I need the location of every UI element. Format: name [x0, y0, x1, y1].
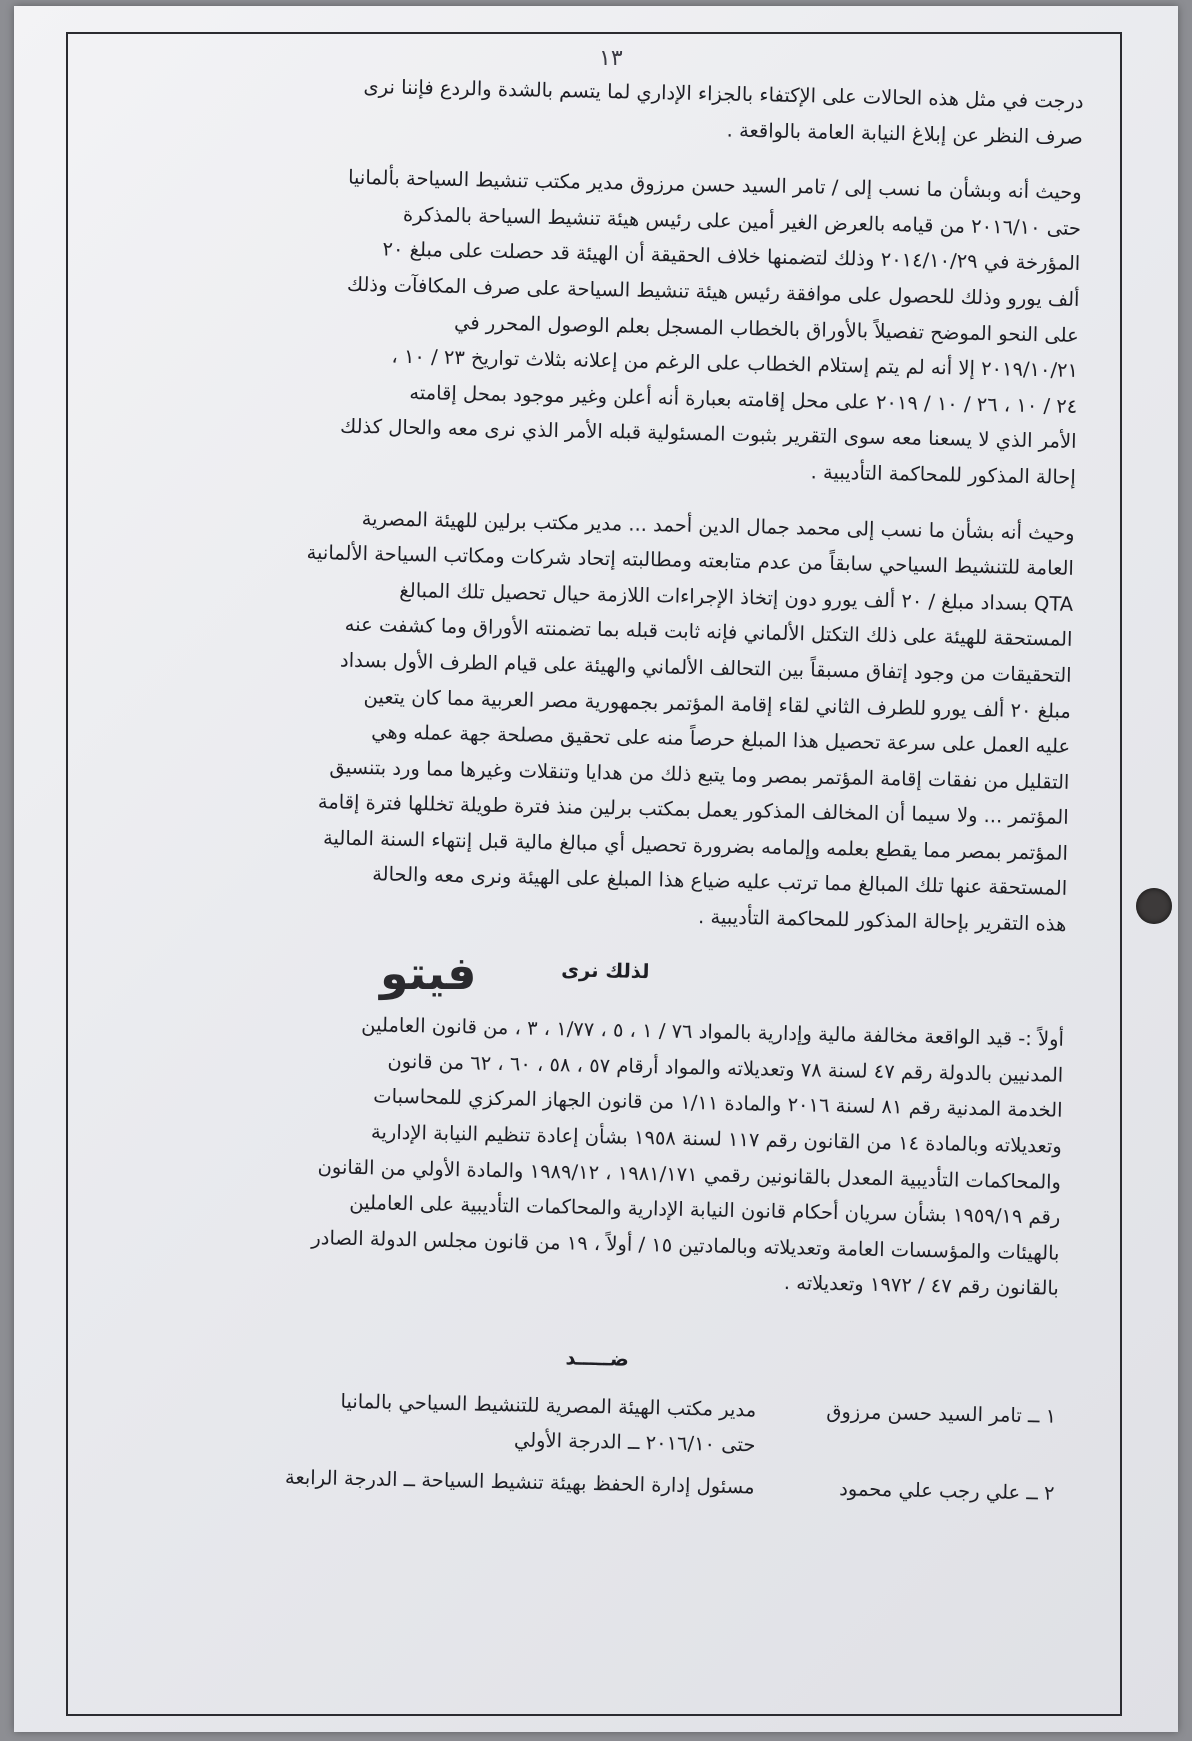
text-line: على النحو الموضح تفصيلاً بالأوراق بالخطاب المسجل بعلم الوصول المحرر في [453, 310, 1079, 347]
text-line: صرف النظر عن إبلاغ النيابة العامة بالواقعة . [726, 118, 1084, 149]
document-body [134, 65, 1084, 1517]
text-line: وحيث أنه وبشأن ما نسب إلى / تامر السيد حسن مرزوق مدير مكتب تنشيط السياحة بألمانيا [347, 165, 1082, 205]
text-line: مسئول إدارة الحفظ بهيئة تنشيط السياحة ــ الدرجة الرابعة [284, 1465, 755, 1499]
document-page [14, 6, 1178, 1732]
watermark-logo: فيتو [380, 946, 477, 1000]
text-line: العامة للتنشيط السياحي سابقاً من عدم متابعته ومطالبته إتحاد شركات ومكاتب السياحة الألمانية [306, 540, 1075, 581]
text-line: المستحقة للهيئة على ذلك التكتل الألماني فإنه ثابت قبله بما تضمنته الأوراق وما كشفت عنه [344, 612, 1073, 652]
paragraph-first-accused [156, 156, 1083, 496]
page-number: ١٣ [599, 46, 623, 71]
text-line: الأمر الذي لا يسعنا معه سوى التقرير بثبوت المسئولية قبله الأمر الذي نرى معه والحال كذلك [339, 414, 1077, 454]
text-line: هذه التقرير بإحالة المذكور للمحاكمة التأديبية . [697, 905, 1067, 936]
text-line: وتعديلاته وبالمادة ١٤ من القانون رقم ١١٧ لسنة ١٩٥٨ بشأن إعادة تنظيم النيابة الإدارية [370, 1120, 1062, 1158]
text-line: حتى ٢٠١٦/١٠ من قيامه بالعرض الغير أمين على رئيس هيئة تنشيط السياحة بالمذكرة [402, 202, 1082, 240]
accused-name: ١ ــ تامر السيد حسن مرزوق [826, 1399, 1057, 1428]
text-line: مبلغ ٢٠ ألف يورو للطرف الثاني لقاء إقامة المؤتمر بجمهورية مصر العربية مما كان يتعين [363, 684, 1072, 723]
text-line: المؤتمر بمصر مما يقطع بعلمه وإلمامه بضرورة تحصيل أي مبالغ مالية قبل إنتهاء السنة المالية [322, 826, 1069, 865]
text-line: وحيث أنه بشأن ما نسب إلى محمد جمال الدين أحمد ... مدير مكتب برلين للهيئة المصرية [361, 506, 1075, 545]
text-line: ٢٤ / ١٠ ، ٢٦ / ١٠ / ٢٠١٩ على محل إقامته بعبارة أنه أعلن وغير موجود بمحل إقامته [409, 380, 1078, 418]
paragraph-second-accused [146, 496, 1075, 942]
text-line: حتى ٢٠١٦/١٠ ــ الدرجة الأولي [513, 1428, 756, 1457]
punch-hole [1136, 888, 1172, 924]
text-line: الخدمة المدنية رقم ٨١ لسنة ٢٠١٦ والمادة ١/١١ من قانون الجهاز المركزي للمحاسبات [373, 1084, 1063, 1123]
text-line: المؤتمر ... ولا سيما أن المخالف المذكور يعمل بمكتب برلين منذ فترة طويلة تخللها فترة إقامة [317, 790, 1069, 830]
decision-block [139, 1003, 1065, 1307]
text-line: المدنيين بالدولة رقم ٤٧ لسنة ٧٨ وتعديلاته والمواد أرقام ٥٧ ، ٥٨ ، ٦٠ ، ٦٢ من قانون [387, 1049, 1064, 1087]
text-line: بالهيئات والمؤسسات العامة وتعديلاته وبالمادتين ١٥ / أولاً ، ١٩ من قانون مجلس الدولة الصادر [311, 1225, 1060, 1265]
text-line: رقم ١٩٥٩/١٩ بشأن سريان أحكام قانون النيابة الإدارية والمحاكمات التأديبية على العاملين [349, 1191, 1061, 1229]
text-line: QTA بسداد مبلغ / ٢٠ ألف يورو دون إتخاذ الإجراءات اللازمة حيال تحصيل تلك المبالغ [399, 578, 1074, 616]
text-line: المؤرخة في ٢٠١٤/١٠/٢٩ وذلك لتضمنها خلاف الحقيقة أن الهيئة قد حصلت على مبلغ ٢٠ [382, 237, 1081, 276]
text-line: درجت في مثل هذه الحالات على الإكتفاء بالجزاء الإداري لما يتسم بالشدة والردع فإننا نرى [363, 74, 1084, 113]
accused-description [195, 1380, 756, 1463]
text-line: ٢٠١٩/١٠/٢١ إلا أنه لم يتم إستلام الخطاب على الرغم من إعلانه بثلاث تواريخ ٢٣ / ١٠ ، [391, 344, 1079, 383]
text-line: عليه العمل على سرعة تحصيل هذا المبلغ حرصاً منه على تحقيق مصلحة جهة عمله وهي [371, 720, 1071, 758]
text-line: مدير مكتب الهيئة المصرية للتنشيط السياحي بالمانيا [340, 1389, 757, 1422]
accused-row [135, 1379, 1056, 1469]
text-line: ألف يورو وذلك للحصول على موافقة رئيس هيئة تنشيط السياحة على صرف المكافآت وذلك [346, 272, 1080, 311]
text-line: المستحقة عنها تلك المبالغ مما ترتب عليه ضياع هذا المبلغ على الهيئة ونرى معه والحالة [371, 862, 1068, 901]
text-line: التحقيقات من وجود إتفاق مسبقاً بين التحالف الألماني والهيئة على قيام الطرف الأول بسداد [339, 648, 1072, 687]
accused-description [194, 1457, 755, 1504]
conclusion-heading: لذلك نرى [561, 957, 650, 983]
against-heading: ضـــــد [565, 1346, 630, 1371]
text-line: التقليل من نفقات إقامة المؤتمر بمصر وما يتبع ذلك من هدايا وتنقلات وغيرها مما ورد بتنسيق [329, 755, 1070, 794]
text-line: أولاً :- قيد الواقعة مخالفة مالية وإدارية بالمواد ٧٦ / ١ ، ٥ ، ١/٧٧ ، ٣ ، من قانون العاملين [361, 1013, 1065, 1052]
accused-name: ٢ ــ علي رجب علي محمود [839, 1476, 1055, 1505]
text-line: بالقانون رقم ٤٧ / ١٩٧٢ وتعديلاته . [783, 1271, 1060, 1301]
text-line: إحالة المذكور للمحاكمة التأديبية . [810, 460, 1077, 489]
text-line: والمحاكمات التأديبية المعدل بالقانونين رقمي ١٩٨١/١٧١ ، ١٩٨٩/١٢ والمادة الأولي من القانون [317, 1154, 1062, 1194]
